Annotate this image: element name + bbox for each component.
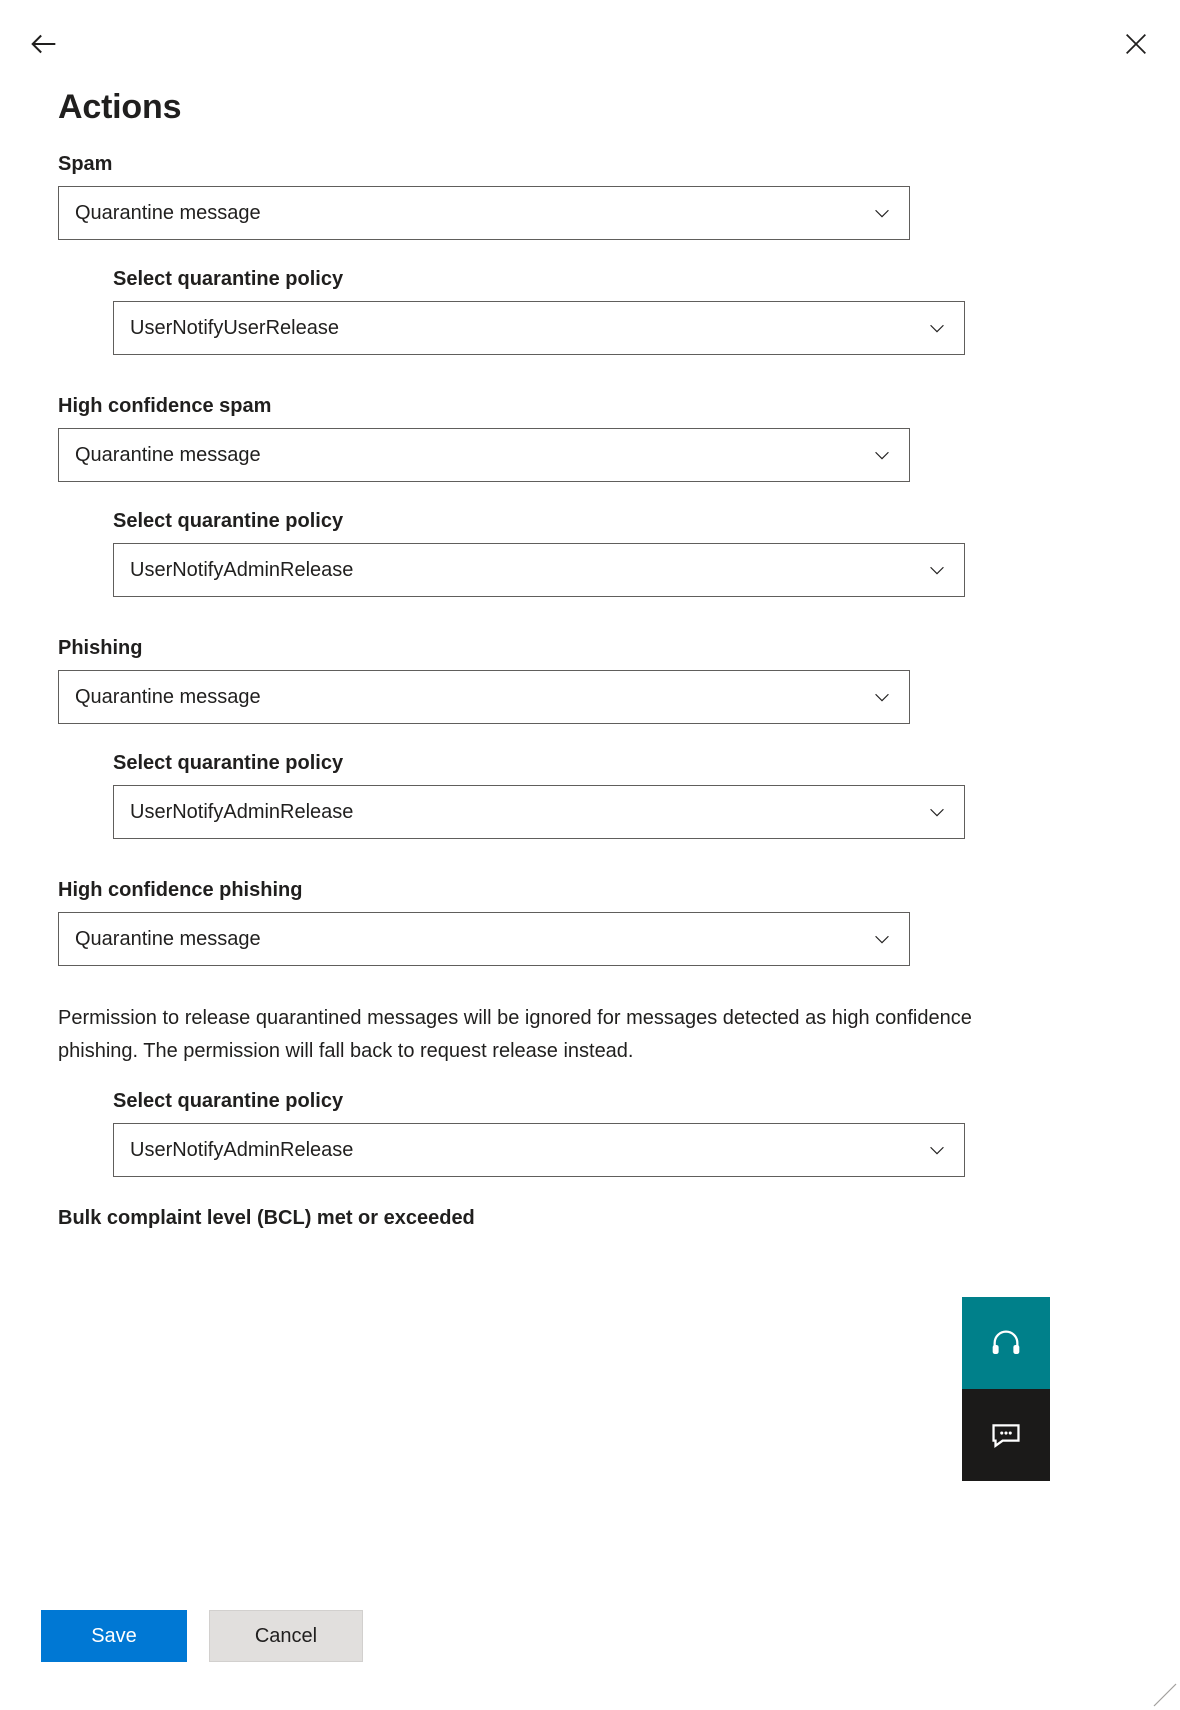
- chevron-down-icon: [871, 686, 893, 708]
- panel-footer: [0, 1587, 1180, 1710]
- chevron-down-icon: [926, 559, 948, 581]
- subfield-spam-policy: [113, 268, 1180, 355]
- field-group-high-confidence-phishing-policy: [0, 1090, 1180, 1177]
- chevron-down-icon: [871, 202, 893, 224]
- label-high-confidence-spam: High confidence spam: [58, 395, 272, 417]
- panel-header: [0, 0, 1180, 88]
- close-button[interactable]: [1112, 20, 1160, 68]
- dropdown-spam-policy[interactable]: [113, 301, 965, 355]
- chevron-down-icon: [926, 317, 948, 339]
- chevron-down-icon: [871, 928, 893, 950]
- resize-grip[interactable]: [1152, 1682, 1178, 1708]
- label-high-confidence-spam-policy: Select quarantine policy: [113, 510, 344, 532]
- dropdown-high-confidence-spam-action[interactable]: [58, 428, 910, 482]
- label-high-confidence-phishing: High confidence phishing: [58, 879, 303, 901]
- save-button[interactable]: Save: [41, 1610, 187, 1662]
- subfield-high-confidence-spam-policy: [113, 510, 1180, 597]
- support-button[interactable]: [962, 1297, 1050, 1389]
- subfield-phishing-policy: [113, 752, 1180, 839]
- dropdown-phishing-action-value: Quarantine message: [75, 685, 261, 708]
- dropdown-phishing-policy[interactable]: [113, 785, 965, 839]
- scroll-corner: [1162, 1588, 1180, 1710]
- cancel-button[interactable]: Cancel: [209, 1610, 363, 1662]
- dropdown-spam-policy-value: UserNotifyUserRelease: [130, 316, 339, 339]
- chat-button[interactable]: [962, 1389, 1050, 1481]
- field-group-spam: [58, 153, 1180, 355]
- page-title: Actions: [58, 88, 182, 126]
- close-icon: [1122, 30, 1150, 58]
- field-group-high-confidence-phishing: [58, 879, 1180, 966]
- back-button[interactable]: [20, 20, 68, 68]
- dropdown-high-confidence-phishing-policy[interactable]: [113, 1123, 965, 1177]
- dropdown-high-confidence-phishing-action-value: Quarantine message: [75, 927, 261, 950]
- label-phishing: Phishing: [58, 637, 143, 659]
- help-widget-stack: [962, 1297, 1050, 1481]
- dropdown-spam-action-value: Quarantine message: [75, 201, 261, 224]
- headset-icon: [989, 1326, 1023, 1360]
- chevron-down-icon: [871, 444, 893, 466]
- dropdown-high-confidence-spam-action-value: Quarantine message: [75, 443, 261, 466]
- dropdown-phishing-policy-value: UserNotifyAdminRelease: [130, 800, 354, 823]
- field-group-phishing: [58, 637, 1180, 839]
- chevron-down-icon: [926, 801, 948, 823]
- field-group-high-confidence-spam: [58, 395, 1180, 597]
- label-phishing-policy: Select quarantine policy: [113, 752, 344, 774]
- label-high-confidence-phishing-policy: Select quarantine policy: [113, 1090, 344, 1112]
- dropdown-high-confidence-spam-policy[interactable]: [113, 543, 965, 597]
- chevron-down-icon: [926, 1139, 948, 1161]
- arrow-left-icon: [27, 27, 61, 61]
- dropdown-high-confidence-phishing-action[interactable]: [58, 912, 910, 966]
- high-confidence-phishing-note: Permission to release quarantined messages will be ignored for messages detected as high confidence phishing. The permission will fall back to request release instead.: [58, 1007, 972, 1062]
- label-bulk-complaint-level: Bulk complaint level (BCL) met or exceeded: [58, 1207, 475, 1229]
- dropdown-phishing-action[interactable]: [58, 670, 910, 724]
- dropdown-spam-action[interactable]: [58, 186, 910, 240]
- chat-icon: [989, 1418, 1023, 1452]
- subfield-high-confidence-phishing-policy: [113, 1090, 1180, 1177]
- label-spam: Spam: [58, 153, 113, 175]
- dropdown-high-confidence-spam-policy-value: UserNotifyAdminRelease: [130, 558, 354, 581]
- label-spam-policy: Select quarantine policy: [113, 268, 344, 290]
- dropdown-high-confidence-phishing-policy-value: UserNotifyAdminRelease: [130, 1138, 354, 1161]
